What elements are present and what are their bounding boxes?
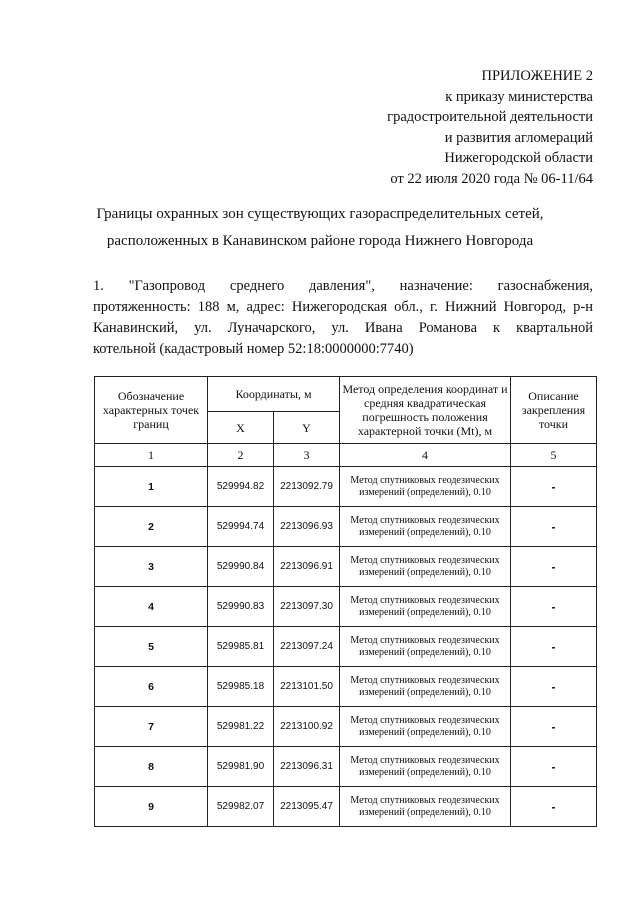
coord-x: 529981.22 bbox=[208, 707, 274, 747]
method-cell: Метод спутниковых геодезических измерений (определений), 0.10 bbox=[340, 467, 511, 507]
table-row bbox=[95, 507, 597, 547]
table-row bbox=[95, 627, 597, 667]
coord-y: 2213095.47 bbox=[274, 787, 340, 827]
coordinates-table bbox=[94, 376, 597, 827]
header-coordinates: Координаты, м bbox=[208, 377, 340, 412]
point-number: 3 bbox=[95, 547, 208, 587]
description-cell: - bbox=[511, 587, 597, 627]
appendix-line: и развития агломераций bbox=[444, 129, 593, 146]
method-cell: Метод спутниковых геодезических измерений (определений), 0.10 bbox=[340, 627, 511, 667]
method-cell: Метод спутниковых геодезических измерений (определений), 0.10 bbox=[340, 507, 511, 547]
description-cell: - bbox=[511, 787, 597, 827]
appendix-header bbox=[273, 66, 593, 189]
document-title-line-1: Границы охранных зон существующих газораспределительных сетей, bbox=[96, 206, 544, 222]
point-number: 5 bbox=[95, 627, 208, 667]
column-numbering-row bbox=[95, 444, 597, 467]
header-y: Y bbox=[274, 412, 340, 444]
method-cell: Метод спутниковых геодезических измерений (определений), 0.10 bbox=[340, 747, 511, 787]
appendix-line: от 22 июля 2020 года № 06-11/64 bbox=[390, 170, 593, 187]
coord-x: 529985.81 bbox=[208, 627, 274, 667]
column-number: 4 bbox=[340, 444, 511, 467]
description-line: 1. "Газопровод среднего давления", назначение: газоснабжения, bbox=[93, 278, 593, 294]
coord-x: 529994.82 bbox=[208, 467, 274, 507]
column-number: 3 bbox=[274, 444, 340, 467]
table-row bbox=[95, 587, 597, 627]
description-cell: - bbox=[511, 507, 597, 547]
coord-x: 529994.74 bbox=[208, 507, 274, 547]
coord-y: 2213097.24 bbox=[274, 627, 340, 667]
coord-y: 2213096.31 bbox=[274, 747, 340, 787]
coord-x: 529985.18 bbox=[208, 667, 274, 707]
coord-y: 2213100.92 bbox=[274, 707, 340, 747]
description-cell: - bbox=[511, 747, 597, 787]
method-cell: Метод спутниковых геодезических измерений (определений), 0.10 bbox=[340, 587, 511, 627]
point-number: 9 bbox=[95, 787, 208, 827]
coord-x: 529990.84 bbox=[208, 547, 274, 587]
coord-y: 2213092.79 bbox=[274, 467, 340, 507]
description-cell: - bbox=[511, 667, 597, 707]
coord-y: 2213097.30 bbox=[274, 587, 340, 627]
description-line: протяженность: 188 м, адрес: Нижегородская обл., г. Нижний Новгород, р-н bbox=[93, 299, 593, 315]
method-cell: Метод спутниковых геодезических измерений (определений), 0.10 bbox=[340, 787, 511, 827]
table-row bbox=[95, 747, 597, 787]
point-number: 8 bbox=[95, 747, 208, 787]
appendix-line: ПРИЛОЖЕНИЕ 2 bbox=[481, 68, 593, 84]
table-row bbox=[95, 787, 597, 827]
table-row bbox=[95, 547, 597, 587]
table-row bbox=[95, 667, 597, 707]
description-cell: - bbox=[511, 467, 597, 507]
point-number: 7 bbox=[95, 707, 208, 747]
header-x: X bbox=[208, 412, 274, 444]
coord-x: 529981.90 bbox=[208, 747, 274, 787]
description-cell: - bbox=[511, 707, 597, 747]
method-cell: Метод спутниковых геодезических измерений (определений), 0.10 bbox=[340, 547, 511, 587]
method-cell: Метод спутниковых геодезических измерений (определений), 0.10 bbox=[340, 707, 511, 747]
description-line: котельной (кадастровый номер 52:18:0000000:7740) bbox=[93, 341, 414, 357]
appendix-line: Нижегородской области bbox=[444, 150, 593, 166]
header-method: Метод определения координат и средняя квадратическая погрешность положения характерной точки (Mt), м bbox=[340, 377, 511, 444]
column-number: 2 bbox=[208, 444, 274, 467]
point-number: 6 bbox=[95, 667, 208, 707]
appendix-line: градостроительной деятельности bbox=[387, 109, 593, 125]
point-number: 4 bbox=[95, 587, 208, 627]
appendix-line: к приказу министерства bbox=[445, 88, 593, 105]
header-description: Описание закрепления точки bbox=[511, 377, 597, 444]
coord-y: 2213101.50 bbox=[274, 667, 340, 707]
column-number: 5 bbox=[511, 444, 597, 467]
description-cell: - bbox=[511, 547, 597, 587]
description-line: Канавинский, ул. Луначарского, ул. Ивана Романова к квартальной bbox=[93, 320, 593, 336]
coord-y: 2213096.93 bbox=[274, 507, 340, 547]
object-description bbox=[93, 276, 593, 360]
description-cell: - bbox=[511, 627, 597, 667]
coord-x: 529982.07 bbox=[208, 787, 274, 827]
point-number: 1 bbox=[95, 467, 208, 507]
coord-x: 529990.83 bbox=[208, 587, 274, 627]
table-row bbox=[95, 707, 597, 747]
header-point-designation: Обозначение характерных точек границ bbox=[95, 377, 208, 444]
coord-y: 2213096.91 bbox=[274, 547, 340, 587]
document-title-line-2: расположенных в Канавинском районе города Нижнего Новгорода bbox=[106, 233, 534, 249]
table-row bbox=[95, 467, 597, 507]
method-cell: Метод спутниковых геодезических измерений (определений), 0.10 bbox=[340, 667, 511, 707]
point-number: 2 bbox=[95, 507, 208, 547]
column-number: 1 bbox=[95, 444, 208, 467]
